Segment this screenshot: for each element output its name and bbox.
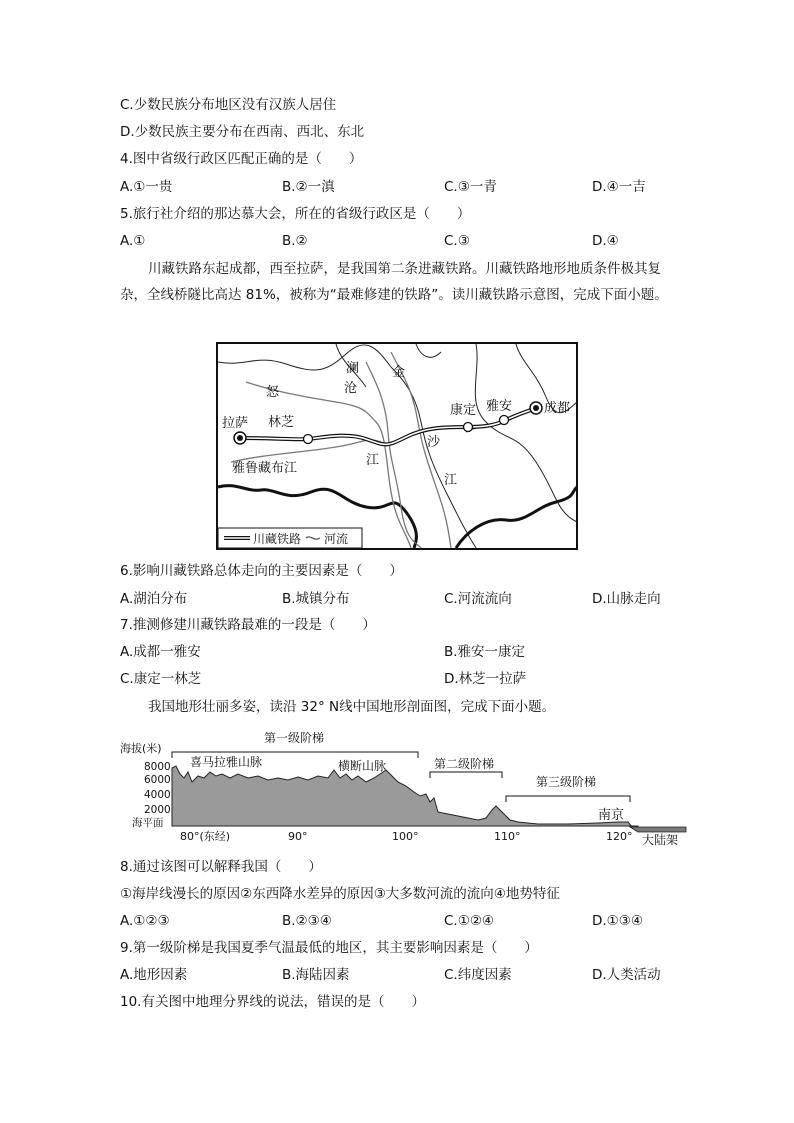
x-tick-label: 120° <box>606 830 633 843</box>
railway-map <box>216 342 578 550</box>
mountain-label-hengduan: 横断山脉 <box>338 759 387 773</box>
nanjing-label: 南京 <box>598 808 625 823</box>
q4-option-d: D.④一吉 <box>592 179 646 195</box>
x-tick-label: 110° <box>494 830 521 843</box>
step-two-label: 第二级阶梯 <box>434 757 495 771</box>
y-tick-label: 6000 <box>144 774 171 786</box>
q10-stem: 10.有关图中地理分界线的说法，错误的是（ ） <box>120 994 425 1010</box>
q4-option-a: A.①一贵 <box>120 179 173 195</box>
city-label: 康定 <box>450 403 477 418</box>
legend-river-label: 河流 <box>324 532 349 546</box>
city-label: 成都 <box>544 401 571 416</box>
step-three-label: 第三级阶梯 <box>536 775 597 789</box>
q6-option-c: C.河流流向 <box>444 591 512 607</box>
q4-option-b: B.②一滇 <box>282 179 335 195</box>
y-tick-label: 4000 <box>144 789 171 801</box>
river-label: 沙 <box>427 435 441 450</box>
y-tick-label: 海平面 <box>132 817 164 829</box>
q5-option-c: C.③ <box>444 233 470 249</box>
q5-stem: 5.旅行社介绍的那达慕大会，所在的省级行政区是（ ） <box>120 206 471 222</box>
y-tick-label: 2000 <box>144 804 171 816</box>
q5-option-a: A.① <box>120 233 146 249</box>
q6-option-a: A.湖泊分布 <box>120 591 188 607</box>
x-tick-label: 80°(东经) <box>180 830 231 843</box>
q5-option-b: B.② <box>282 233 308 249</box>
q9-option-c: C.纬度因素 <box>444 967 512 983</box>
river-label: 怒 <box>266 385 280 400</box>
q7-stem: 7.推测修建川藏铁路最难的一段是（ ） <box>120 617 376 633</box>
city-label: 雅安 <box>486 399 513 414</box>
q3-option-d: D.少数民族主要分布在西南、西北、东北 <box>120 124 365 140</box>
mountain-label-himalaya: 喜马拉雅山脉 <box>190 755 263 769</box>
q8-option-c: C.①②④ <box>444 913 495 929</box>
q6-option-b: B.城镇分布 <box>282 591 350 607</box>
x-tick-label: 90° <box>288 830 308 843</box>
river-label: 江 <box>444 473 458 488</box>
x-tick-label: 100° <box>392 830 419 843</box>
river-label: 金 <box>392 365 406 380</box>
q3-option-c: C.少数民族分布地区没有汉族人居住 <box>120 97 337 113</box>
q8-option-d: D.①③④ <box>592 913 643 929</box>
q4-stem: 4.图中省级行政区匹配正确的是（ ） <box>120 151 363 167</box>
q9-option-a: A.地形因素 <box>120 967 188 983</box>
passage-sichuan-tibet-railway: 川藏铁路东起成都，西至拉萨，是我国第二条进藏铁路。川藏铁路地形地质条件极其复杂，全线桥隧比高达 81%，被称为“最难修建的铁路”。读川藏铁路示意图，完成下面小题。 <box>120 261 668 303</box>
q8-option-b: B.②③④ <box>282 913 332 929</box>
terrain-profile <box>118 722 690 848</box>
city-label: 拉萨 <box>222 416 249 431</box>
q6-option-d: D.山脉走向 <box>592 591 661 607</box>
q7-option-d: D.林芝一拉萨 <box>444 671 527 687</box>
river-label: 江 <box>366 453 380 468</box>
q6-stem: 6.影响川藏铁路总体走向的主要因素是（ ） <box>120 563 403 579</box>
q4-option-c: C.③一青 <box>444 179 497 195</box>
q9-option-d: D.人类活动 <box>592 967 661 983</box>
q8-stem: 8.通过该图可以解释我国（ ） <box>120 859 322 875</box>
shelf-label: 大陆架 <box>642 833 679 847</box>
q9-option-b: B.海陆因素 <box>282 967 350 983</box>
q7-option-c: C.康定一林芝 <box>120 671 202 687</box>
q5-option-d: D.④ <box>592 233 619 249</box>
step-one-label: 第一级阶梯 <box>264 731 325 745</box>
river-label: 雅鲁藏布江 <box>232 461 298 476</box>
q7-option-b: B.雅安一康定 <box>444 644 526 660</box>
y-axis-label: 海拔(米) <box>120 742 162 755</box>
q8-statements: ①海岸线漫长的原因②东西降水差异的原因③大多数河流的流向④地势特征 <box>120 886 560 902</box>
river-label: 沧 <box>344 381 358 396</box>
q8-option-a: A.①②③ <box>120 913 170 929</box>
passage-terrain-profile: 我国地形壮丽多姿，读沿 32° N线中国地形剖面图，完成下面小题。 <box>148 699 556 715</box>
legend-railway-label: 川藏铁路 <box>253 532 302 546</box>
y-tick-label: 8000 <box>144 761 171 773</box>
river-label: 澜 <box>346 361 360 376</box>
city-label: 林芝 <box>268 415 295 430</box>
q7-option-a: A.成都一雅安 <box>120 644 201 660</box>
q9-stem: 9.第一级阶梯是我国夏季气温最低的地区，其主要影响因素是（ ） <box>120 940 538 956</box>
